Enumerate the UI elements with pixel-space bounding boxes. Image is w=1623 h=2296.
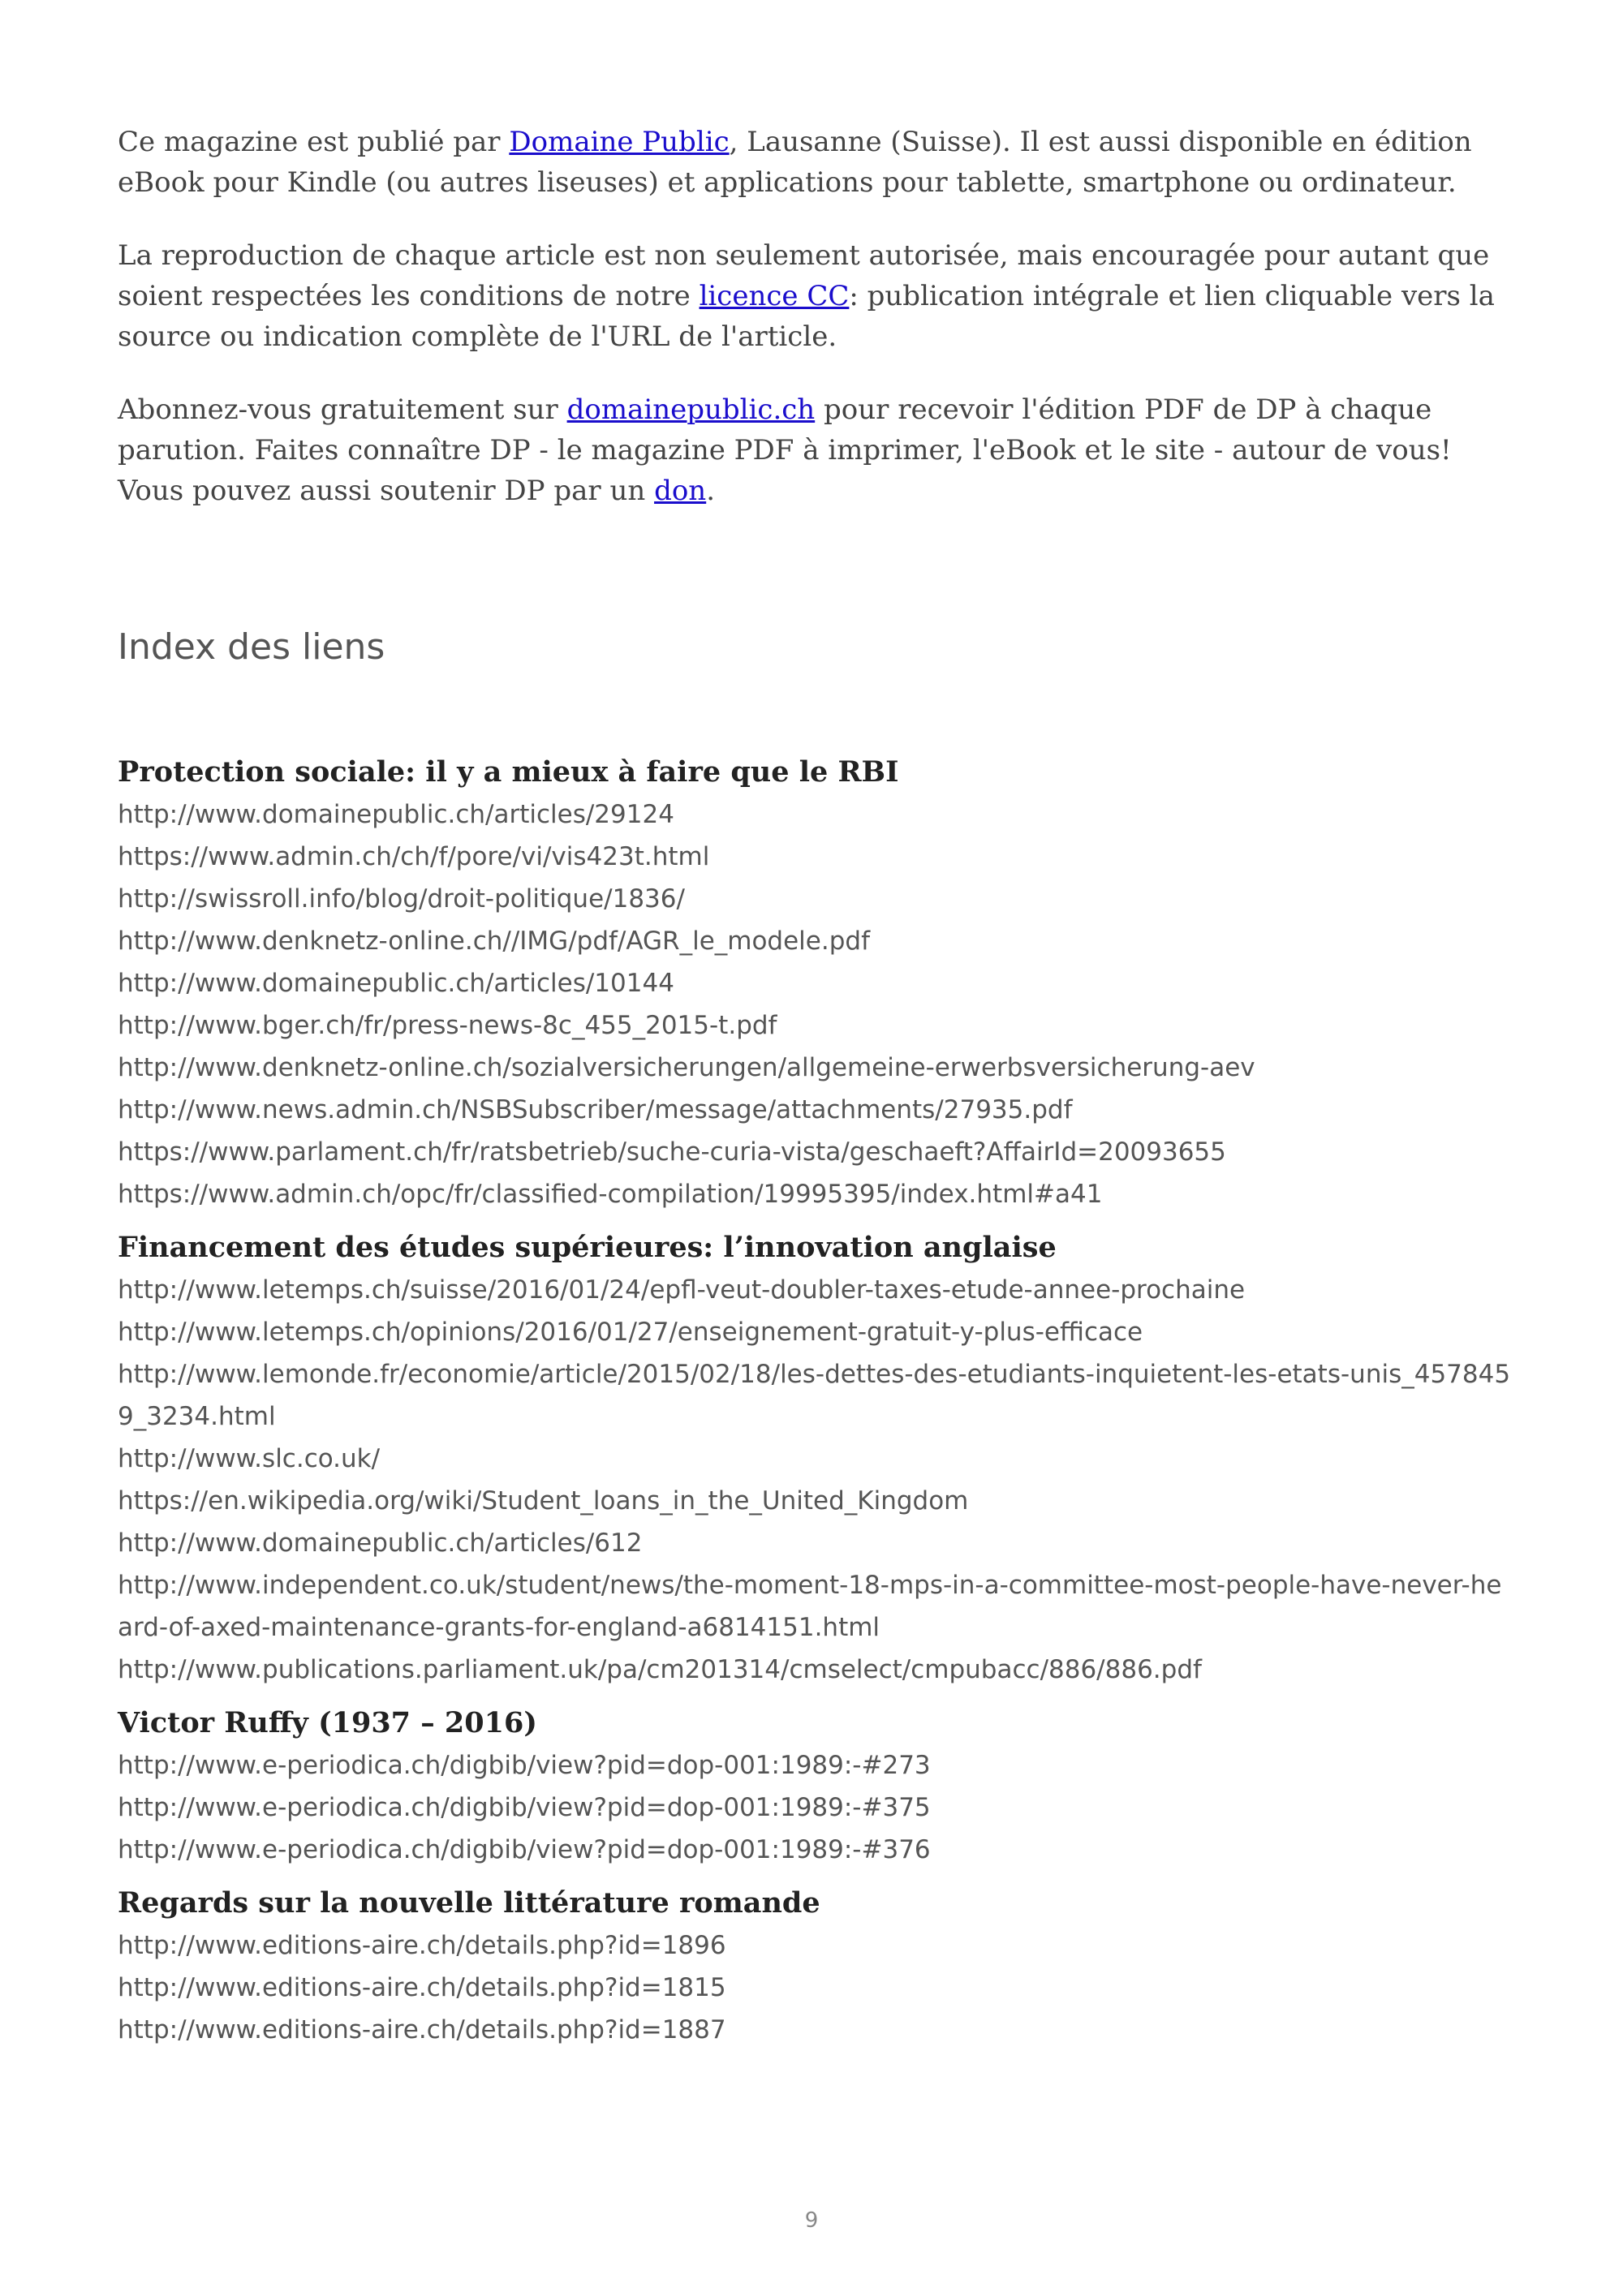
intro-paragraph-publisher xyxy=(118,122,1513,203)
intro-paragraph-subscribe xyxy=(118,389,1513,511)
link-url[interactable]: http://www.letemps.ch/opinions/2016/01/27/enseignement-gratuit-y-plus-efficace xyxy=(118,1318,1143,1347)
licence-cc-link[interactable]: licence CC xyxy=(699,280,850,312)
link-section xyxy=(118,1227,1513,1691)
link-url[interactable]: http://www.publications.parliament.uk/pa/cm201314/cmselect/cmpubacc/886/886.pdf xyxy=(118,1655,1202,1684)
link-url[interactable]: http://www.bger.ch/fr/press-news-8c_455_2015-t.pdf xyxy=(118,1011,777,1040)
link-list xyxy=(118,1744,1513,1871)
link-url[interactable]: http://www.e-periodica.ch/digbib/view?pid=dop-001:1989:-#375 xyxy=(118,1793,931,1822)
link-url[interactable]: https://en.wikipedia.org/wiki/Student_loans_in_the_United_Kingdom xyxy=(118,1486,969,1516)
don-link[interactable]: don xyxy=(654,475,707,507)
domaine-public-link[interactable]: Domaine Public xyxy=(509,126,730,158)
document-page xyxy=(118,122,1513,2051)
intro-text: . xyxy=(706,475,716,507)
link-url[interactable]: http://www.domainepublic.ch/articles/612 xyxy=(118,1529,643,1558)
link-url[interactable]: https://www.admin.ch/opc/fr/classified-compilation/19995395/index.html#a41 xyxy=(118,1180,1103,1209)
link-url[interactable]: http://www.e-periodica.ch/digbib/view?pid=dop-001:1989:-#376 xyxy=(118,1835,931,1864)
link-url[interactable]: https://www.parlament.ch/fr/ratsbetrieb/suche-curia-vista/geschaeft?AffairId=20093655 xyxy=(118,1137,1226,1167)
link-index xyxy=(118,751,1513,2051)
link-url[interactable]: http://www.domainepublic.ch/articles/10144 xyxy=(118,969,674,998)
link-url[interactable]: http://www.denknetz-online.ch/sozialversicherungen/allgemeine-erwerbsversicherung-aev xyxy=(118,1053,1255,1082)
link-url[interactable]: http://www.domainepublic.ch/articles/29124 xyxy=(118,800,674,829)
section-title: Victor Ruffy (1937 – 2016) xyxy=(118,1706,537,1739)
link-list xyxy=(118,1269,1513,1691)
link-section xyxy=(118,1882,1513,2051)
section-title: Financement des études supérieures: l’innovation anglaise xyxy=(118,1231,1057,1264)
link-list xyxy=(118,793,1513,1215)
link-url[interactable]: http://www.letemps.ch/suisse/2016/01/24/epfl-veut-doubler-taxes-etude-annee-prochaine xyxy=(118,1275,1246,1305)
link-url[interactable]: http://www.editions-aire.ch/details.php?id=1887 xyxy=(118,2015,726,2044)
link-url[interactable]: http://www.editions-aire.ch/details.php?id=1815 xyxy=(118,1973,726,2002)
domainepublic-site-link[interactable]: domainepublic.ch xyxy=(566,393,816,426)
intro-text: : publication intégrale et lien cliquable vers la source ou indication complète de l'URL de l'article. xyxy=(118,280,1495,353)
intro-text: Ce magazine est publié par xyxy=(118,126,510,158)
link-url[interactable]: https://www.admin.ch/ch/f/pore/vi/vis423t.html xyxy=(118,842,710,871)
intro-text: pour recevoir l'édition PDF de DP à chaque parution. Faites connaître DP - le magazine PDF à imprimer, l'eBook et le site - autour de vous! Vous pouvez aussi soutenir DP par un xyxy=(118,393,1452,507)
intro-text: La reproduction de chaque article est non seulement autorisée, mais encouragée pour autant que soient respectées les conditions de notre xyxy=(118,239,1490,312)
link-url[interactable]: http://www.editions-aire.ch/details.php?id=1896 xyxy=(118,1931,726,1960)
index-heading: Index des liens xyxy=(118,626,385,668)
section-title: Protection sociale: il y a mieux à faire que le RBI xyxy=(118,755,899,789)
link-url[interactable]: http://swissroll.info/blog/droit-politique/1836/ xyxy=(118,884,685,914)
section-title: Regards sur la nouvelle littérature romande xyxy=(118,1886,820,1920)
link-section xyxy=(118,751,1513,1215)
intro-text: , Lausanne (Suisse). Il est aussi disponible en édition eBook pour Kindle (ou autres liseuses) et applications pour tablette, smartphone ou ordinateur. xyxy=(118,126,1472,199)
link-url[interactable]: http://www.denknetz-online.ch//IMG/pdf/AGR_le_modele.pdf xyxy=(118,927,870,956)
link-url[interactable]: http://www.independent.co.uk/student/news/the-moment-18-mps-in-a-committee-most-people-have-never-heard-of-axed-maintenance-grants-for-england-a6814151.html xyxy=(118,1571,1502,1642)
link-url[interactable]: http://www.lemonde.fr/economie/article/2015/02/18/les-dettes-des-etudiants-inquietent-les-etats-unis_4578459_3234.html xyxy=(118,1360,1511,1431)
link-url[interactable]: http://www.news.admin.ch/NSBSubscriber/message/attachments/27935.pdf xyxy=(118,1095,1073,1124)
link-list xyxy=(118,1924,1513,2051)
link-url[interactable]: http://www.e-periodica.ch/digbib/view?pid=dop-001:1989:-#273 xyxy=(118,1751,931,1780)
link-url[interactable]: http://www.slc.co.uk/ xyxy=(118,1444,381,1473)
link-section xyxy=(118,1702,1513,1871)
intro-text: Abonnez-vous gratuitement sur xyxy=(118,393,567,426)
intro-paragraph-license xyxy=(118,235,1513,357)
page-number: 9 xyxy=(804,2208,819,2233)
